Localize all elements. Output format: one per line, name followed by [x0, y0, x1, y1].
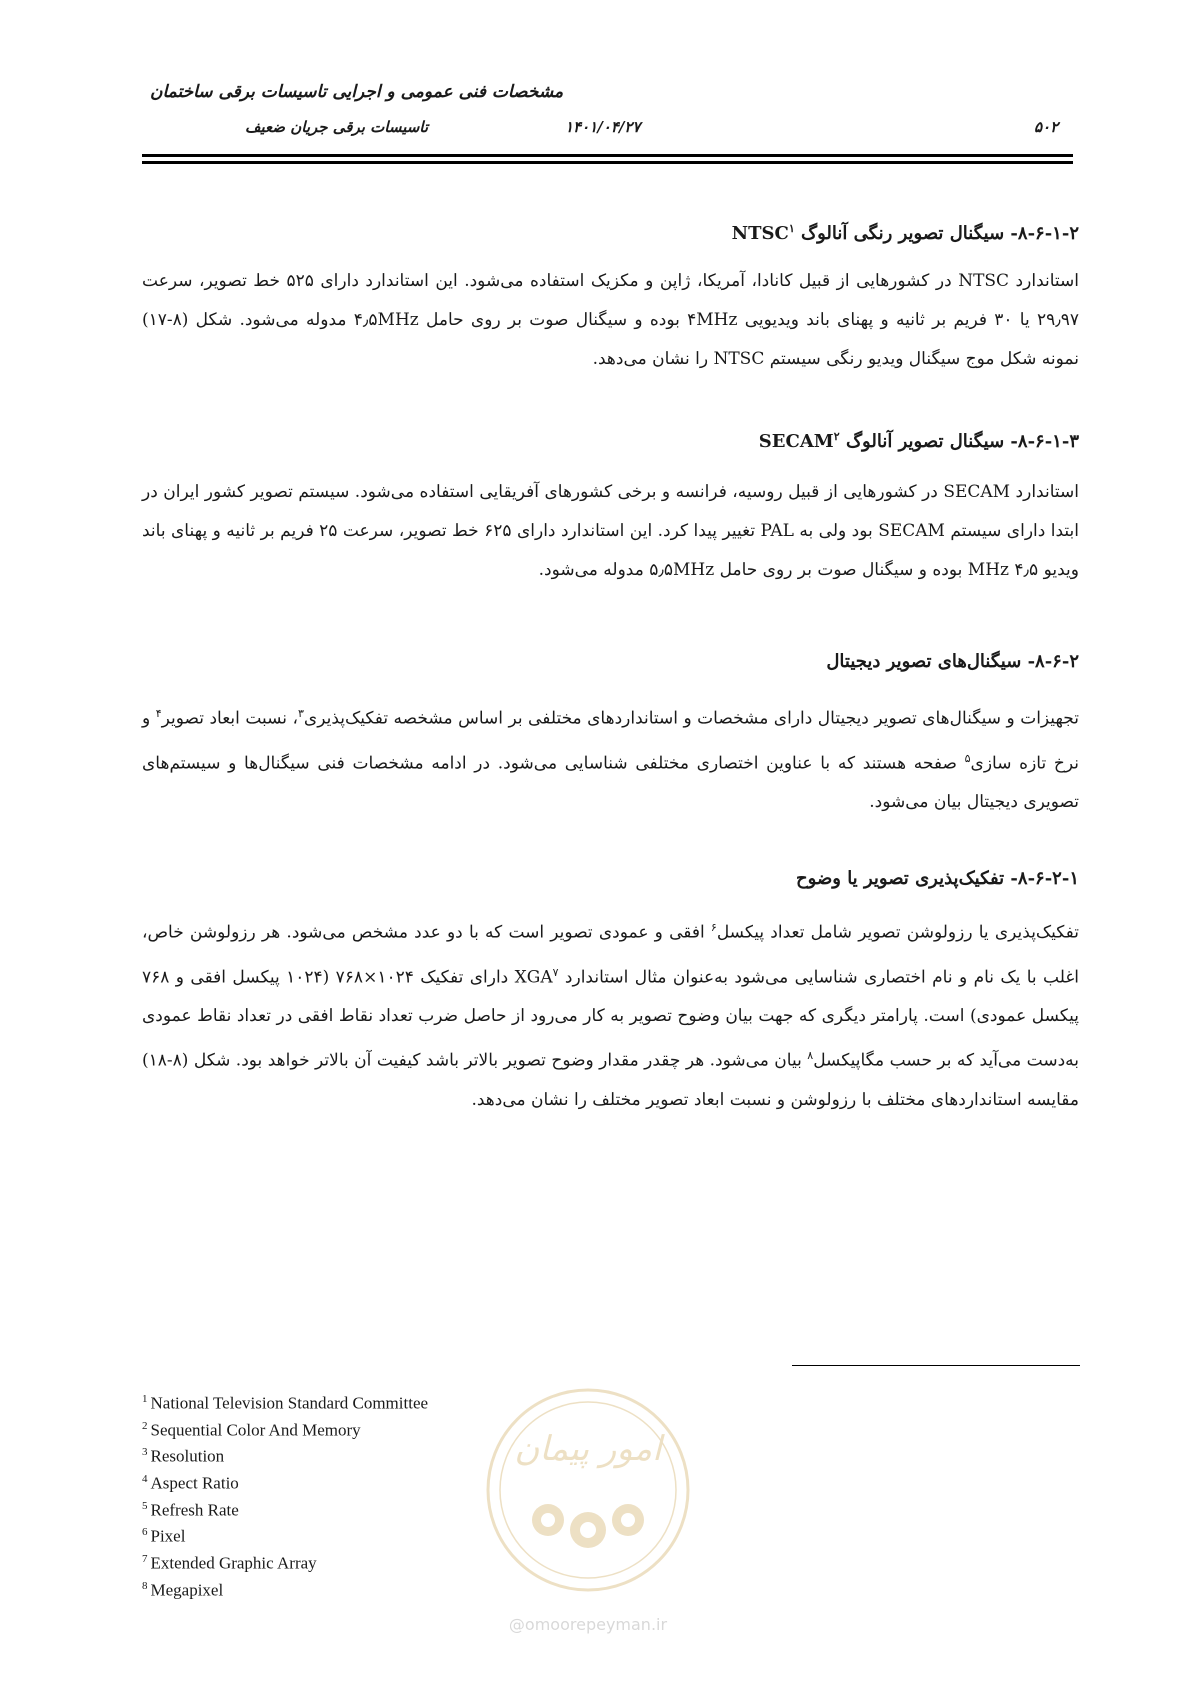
- section-paragraph-ntsc: استاندارد NTSC در کشورهایی از قبیل کانادا، آمریکا، ژاپن و مکزیک استفاده می‌شود. این استاندارد دارای ۵۲۵ خط تصویر، سرعت ۲۹٫۹۷ یا ۳۰ فریم بر ثانیه و پهنای باند ویدیویی ۴MHz بوده و سیگنال صوت بر روی حامل ۴٫۵MHz مدوله می‌شود. شکل (۸-۱۷) نمونه شکل موج سیگنال ویدیو رنگی سیستم NTSC را نشان می‌دهد.: [142, 271, 1079, 369]
- section-paragraph-resolution: تفکیک‌پذیری یا رزولوشن تصویر شامل تعداد پیکسل$^۶$ افقی و عمودی تصویر است که با دو عدد مشخص می‌شود. هر رزولوشن خاص، اغلب با یک نام و نام اختصاری شناسایی می‌شود به‌عنوان مثال استاندارد XGA$^۷$ دارای تفکیک ۱۰۲۴×۷۶۸ (۱۰۲۴ پیکسل افقی و ۷۶۸ پیکسل عمودی) است. پارامتر دیگری که جهت بیان وضوح تصویر به کار می‌رود از حاصل ضرب تعداد نقاط افقی در تعداد نقاط عمودی به‌دست می‌آید که بر حسب مگاپیکسل$^۸$ بیان می‌شود. هر چقدر مقدار وضوح تصویر بالاتر باشد کیفیت آن بالاتر خواهد بود. شکل (۸-۱۸) مقایسه استانداردهای مختلف با رزولوشن و نسبت ابعاد تصویر مختلف را نشان می‌دهد.: [142, 921, 1079, 1110]
- svg-text:امور پیمان: امور پیمان: [514, 1429, 662, 1469]
- footnote-5: $^5$ Refresh Rate: [142, 1499, 239, 1520]
- header-rule: [142, 154, 1073, 157]
- section-heading-secam: ۸-۶-۱-۳- سیگنال تصویر آنالوگ SECAM$^۲$: [758, 430, 1079, 452]
- section-heading-ntsc: ۸-۶-۱-۲- سیگنال تصویر رنگی آنالوگ NTSC$^۱$: [731, 222, 1079, 244]
- header-subtitle: تاسیسات برقی جریان ضعیف: [245, 118, 429, 136]
- watermark-logo: [478, 1380, 698, 1640]
- header-date: ۱۴۰۱/۰۴/۲۷: [565, 118, 641, 136]
- footnote-3: $^3$ Resolution: [142, 1446, 225, 1466]
- footnote-separator: [792, 1365, 1080, 1366]
- svg-text:@omoorepeyman.ir: @omoorepeyman.ir: [508, 1615, 668, 1634]
- footnote-4: $^4$ Aspect Ratio: [142, 1472, 239, 1493]
- section-paragraph-digital: تجهیزات و سیگنال‌های تصویر دیجیتال دارای مشخصات و استانداردهای مختلفی بر اساس مشخصه تفکیک‌پذیری$^۳$، نسبت ابعاد تصویر$^۴$ و نرخ تازه سازی$^۵$ صفحه هستند که با عناوین اختصاری مختلفی شناسایی می‌شود. در ادامه مشخصات فنی سیگنال‌ها و سیستم‌های تصویری دیجیتال بیان می‌شود.: [142, 707, 1079, 813]
- footnote-8: $^8$ Megapixel: [142, 1579, 224, 1600]
- footnote-6: $^6$ Pixel: [142, 1526, 186, 1546]
- section-paragraph-secam: استاندارد SECAM در کشورهایی از قبیل روسیه، فرانسه و برخی کشورهای آفریقایی استفاده می‌شود. سیستم تصویر کشور ایران در ابتدا دارای سیستم SECAM بود ولی به PAL تغییر پیدا کرد. این استاندارد دارای ۶۲۵ خط تصویر، سرعت ۲۵ فریم بر ثانیه و پهنای باند ویدیو ۴٫۵ MHz بوده و سیگنال صوت بر روی حامل ۵٫۵MHz مدوله می‌شود.: [142, 482, 1080, 580]
- footnotes: [142, 1388, 428, 1601]
- page-number: ۵۰۲: [1034, 118, 1059, 136]
- header-title: مشخصات فنی عمومی و اجرایی تاسیسات برقی ساختمان: [150, 82, 564, 102]
- footnote-1: $^1$ National Television Standard Committee: [142, 1393, 429, 1413]
- footnote-7: $^7$ Extended Graphic Array: [142, 1552, 317, 1573]
- section-heading-resolution: ۸-۶-۲-۱- تفکیک‌پذیری تصویر یا وضوح: [796, 868, 1079, 889]
- header-rule-double: [142, 161, 1073, 164]
- section-heading-digital: ۸-۶-۲- سیگنال‌های تصویر دیجیتال: [826, 651, 1079, 672]
- footnote-2: $^2$ Sequential Color And Memory: [142, 1419, 361, 1440]
